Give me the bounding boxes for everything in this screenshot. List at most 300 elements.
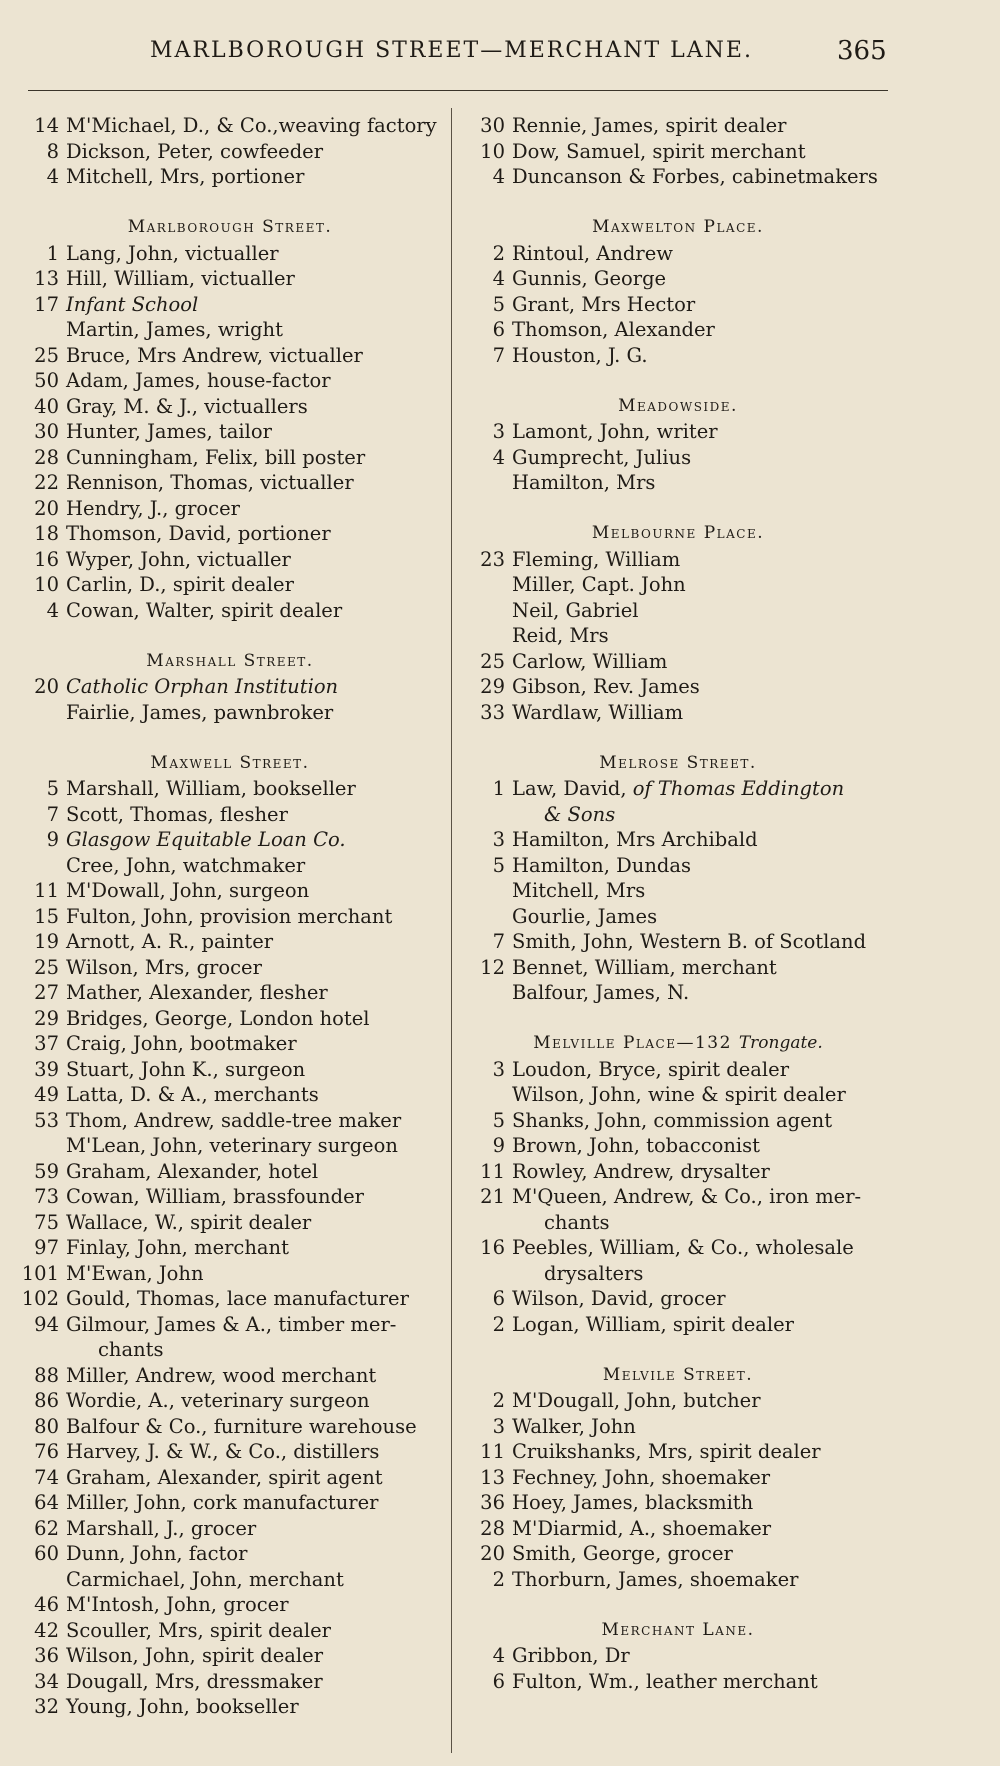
entry-text bbox=[512, 1286, 726, 1312]
house-number: 37 bbox=[34, 1032, 59, 1055]
directory-entry bbox=[462, 1567, 894, 1593]
entry-name: Wyper, John, victualler bbox=[66, 547, 291, 571]
house-number: 8 bbox=[46, 139, 59, 163]
directory-entry bbox=[462, 1439, 894, 1465]
entry-text bbox=[512, 827, 758, 853]
entry-name: Balfour, James, N. bbox=[512, 981, 690, 1004]
entry-text bbox=[512, 1490, 753, 1516]
house-number: 28 bbox=[34, 445, 59, 469]
street-heading bbox=[462, 521, 894, 547]
entry-text bbox=[512, 1312, 794, 1338]
entry-text bbox=[66, 1465, 383, 1491]
house-number: 27 bbox=[34, 981, 59, 1004]
directory-entry bbox=[462, 929, 894, 955]
house-number: 6 bbox=[492, 318, 505, 341]
directory-entry bbox=[16, 1261, 444, 1287]
entry-text bbox=[66, 1643, 323, 1669]
entry-name: Stuart, John K., surgeon bbox=[66, 1057, 306, 1081]
entry-text bbox=[66, 1261, 204, 1287]
house-number: 5 bbox=[492, 1108, 505, 1132]
entry-text bbox=[66, 1082, 319, 1108]
directory-entry bbox=[16, 1235, 444, 1261]
entry-text bbox=[512, 980, 689, 1006]
directory-entry bbox=[462, 266, 894, 292]
house-number: 64 bbox=[34, 1491, 59, 1514]
directory-entry bbox=[462, 980, 894, 1006]
entry-name: Bruce, Mrs Andrew, victualler bbox=[66, 343, 363, 367]
directory-entry bbox=[16, 1184, 444, 1210]
entry-name: Houston, J. G. bbox=[512, 343, 648, 367]
entry-name: Young, John, bookseller bbox=[66, 1695, 299, 1718]
entry-name: Hill, William, victualler bbox=[66, 267, 295, 290]
directory-entry bbox=[16, 317, 444, 343]
entry-name: Infant School bbox=[66, 292, 199, 316]
house-number: 22 bbox=[34, 471, 59, 494]
directory-entry bbox=[462, 853, 894, 879]
entry-name: Finlay, John, merchant bbox=[66, 1236, 289, 1259]
directory-entry bbox=[16, 1694, 444, 1720]
right-column bbox=[462, 113, 894, 1694]
house-number: 36 bbox=[480, 1491, 505, 1514]
house-number: 5 bbox=[46, 777, 59, 800]
entry-text bbox=[66, 1031, 297, 1057]
directory-entry bbox=[16, 470, 444, 496]
entry-name: M'Lean, John, veterinary surgeon bbox=[66, 1134, 398, 1157]
entry-text bbox=[66, 1567, 344, 1593]
entry-text bbox=[512, 164, 878, 190]
house-number: 3 bbox=[492, 1057, 505, 1081]
entry-name: Mitchell, Mrs, portioner bbox=[66, 165, 305, 188]
entry-text bbox=[544, 802, 615, 828]
entry-text bbox=[66, 292, 198, 318]
entry-name: Carlin, D., spirit dealer bbox=[66, 573, 294, 596]
directory-entry bbox=[462, 700, 894, 726]
entry-name: Thom, Andrew, saddle-tree maker bbox=[66, 1108, 402, 1132]
directory-entry bbox=[462, 623, 894, 649]
directory-entry bbox=[16, 1439, 444, 1465]
entry-name: & Sons bbox=[544, 802, 616, 826]
entry-name: Latta, D. & A., merchants bbox=[66, 1083, 319, 1106]
entry-text bbox=[66, 470, 354, 496]
house-number: 2 bbox=[492, 1312, 505, 1336]
house-number: 4 bbox=[492, 1644, 505, 1667]
house-number: 5 bbox=[492, 853, 505, 877]
entry-name: Hamilton, Mrs Archibald bbox=[512, 828, 758, 851]
street-heading-text: Meadowside. bbox=[618, 395, 738, 416]
house-number: 9 bbox=[492, 1134, 505, 1157]
entry-name: Wardlaw, William bbox=[512, 700, 684, 724]
directory-entry bbox=[462, 547, 894, 573]
entry-text bbox=[512, 1643, 630, 1669]
street-heading-location: Trongate. bbox=[738, 1033, 823, 1053]
entry-text bbox=[66, 1006, 370, 1032]
directory-entry bbox=[462, 1465, 894, 1491]
entry-text bbox=[512, 1184, 861, 1210]
entry-text bbox=[66, 1669, 323, 1695]
house-number: 80 bbox=[34, 1414, 59, 1438]
entry-text bbox=[66, 572, 294, 598]
entry-text bbox=[66, 1235, 289, 1261]
street-heading bbox=[462, 751, 894, 777]
directory-entry bbox=[16, 1006, 444, 1032]
directory-entry bbox=[16, 776, 444, 802]
directory-entry bbox=[16, 496, 444, 522]
entry-text bbox=[512, 904, 657, 930]
street-heading bbox=[462, 215, 894, 241]
house-number: 20 bbox=[480, 1542, 505, 1565]
page-number: 365 bbox=[837, 36, 887, 66]
directory-entry bbox=[16, 113, 444, 139]
directory-entry bbox=[16, 343, 444, 369]
street-heading-text: Melbourne Place. bbox=[591, 523, 765, 543]
entry-name: Hendry, J., grocer bbox=[66, 496, 240, 520]
entry-continuation bbox=[462, 802, 894, 828]
house-number: 23 bbox=[480, 547, 505, 571]
directory-entry bbox=[462, 955, 894, 981]
entry-text bbox=[66, 164, 304, 190]
directory-entry bbox=[462, 1184, 894, 1210]
directory-entry bbox=[462, 445, 894, 471]
entry-name: Duncanson & Forbes, cabinetmakers bbox=[512, 165, 878, 188]
directory-entry bbox=[16, 521, 444, 547]
entry-name: Cowan, William, brassfounder bbox=[66, 1185, 364, 1208]
directory-entry bbox=[462, 649, 894, 675]
entry-text bbox=[512, 343, 648, 369]
entry-text bbox=[66, 1312, 396, 1338]
directory-entry bbox=[462, 317, 894, 343]
street-heading bbox=[462, 1618, 894, 1644]
entry-name: M'Ewan, John bbox=[66, 1261, 204, 1285]
house-number: 14 bbox=[34, 114, 59, 137]
entry-name: Scott, Thomas, flesher bbox=[66, 802, 288, 826]
directory-entry bbox=[462, 419, 894, 445]
entry-name: Martin, James, wright bbox=[66, 318, 283, 341]
entry-text bbox=[66, 1439, 379, 1465]
street-heading-text: Melrose Street. bbox=[599, 752, 757, 773]
entry-name: Dow, Samuel, spirit merchant bbox=[512, 139, 806, 163]
entry-name: M'Diarmid, A., shoemaker bbox=[512, 1516, 772, 1540]
directory-entry bbox=[16, 1210, 444, 1236]
directory-entry bbox=[16, 1057, 444, 1083]
directory-entry bbox=[462, 1414, 894, 1440]
house-number: 29 bbox=[480, 675, 505, 698]
entry-text bbox=[66, 1541, 247, 1567]
entry-text bbox=[66, 1133, 398, 1159]
street-heading-text: Marlborough Street. bbox=[127, 217, 333, 237]
directory-entry bbox=[16, 700, 444, 726]
entry-text bbox=[66, 113, 437, 139]
directory-entry bbox=[16, 1516, 444, 1542]
entry-text bbox=[512, 419, 718, 445]
entry-name: Hamilton, Dundas bbox=[512, 853, 691, 877]
directory-entry bbox=[16, 827, 444, 853]
entry-text bbox=[98, 1337, 164, 1363]
entry-name: Craig, John, bootmaker bbox=[66, 1032, 297, 1055]
entry-name: Dougall, Mrs, dressmaker bbox=[66, 1669, 323, 1693]
entry-text bbox=[66, 980, 328, 1006]
entry-name: Hunter, James, tailor bbox=[66, 420, 272, 443]
entry-name: Neil, Gabriel bbox=[512, 598, 639, 622]
entry-name: Cowan, Walter, spirit dealer bbox=[66, 598, 343, 622]
entry-text bbox=[66, 802, 288, 828]
directory-entry bbox=[16, 878, 444, 904]
directory-entry bbox=[462, 164, 894, 190]
house-number: 7 bbox=[492, 930, 505, 953]
entry-name: Rowley, Andrew, drysalter bbox=[512, 1159, 770, 1183]
directory-entry bbox=[16, 266, 444, 292]
house-number: 40 bbox=[34, 394, 59, 418]
house-number: 4 bbox=[46, 598, 59, 622]
house-number: 16 bbox=[480, 1236, 505, 1259]
entry-name: Bridges, George, London hotel bbox=[66, 1006, 370, 1030]
entry-name: Carlow, William bbox=[512, 649, 668, 673]
entry-name: Logan, William, spirit dealer bbox=[512, 1312, 794, 1336]
entry-name: Loudon, Bryce, spirit dealer bbox=[512, 1057, 790, 1081]
entry-text bbox=[66, 419, 272, 445]
entry-text bbox=[66, 1108, 401, 1134]
entry-text bbox=[512, 623, 609, 649]
entry-text bbox=[66, 1592, 289, 1618]
entry-name: Gunnis, George bbox=[512, 267, 667, 290]
street-heading-text: Marshall Street. bbox=[146, 650, 314, 671]
house-number: 19 bbox=[34, 930, 59, 953]
directory-entry bbox=[462, 1312, 894, 1338]
entry-text bbox=[66, 394, 308, 420]
running-title: MARLBOROUGH STREET—MERCHANT LANE. bbox=[150, 38, 753, 63]
entry-name: Cree, John, watchmaker bbox=[66, 853, 306, 877]
entry-text bbox=[66, 1286, 409, 1312]
entry-name: Wallace, W., spirit dealer bbox=[66, 1210, 312, 1234]
entry-name: Shanks, John, commission agent bbox=[512, 1108, 833, 1132]
house-number: 50 bbox=[34, 369, 59, 392]
directory-entry bbox=[16, 929, 444, 955]
entry-name: Peebles, William, & Co., wholesale bbox=[512, 1236, 854, 1259]
entry-name: M'Dougall, John, butcher bbox=[512, 1389, 761, 1412]
entry-name: Fairlie, James, pawnbroker bbox=[66, 700, 334, 724]
directory-entry bbox=[16, 445, 444, 471]
directory-entry bbox=[16, 419, 444, 445]
entry-name: M'Queen, Andrew, & Co., iron mer- bbox=[512, 1185, 862, 1208]
entry-name: Dickson, Peter, cowfeeder bbox=[66, 139, 324, 163]
entry-name: M'Dowall, John, surgeon bbox=[66, 879, 310, 902]
entry-name: Graham, Alexander, spirit agent bbox=[66, 1465, 383, 1489]
directory-entry bbox=[16, 1643, 444, 1669]
directory-entry bbox=[462, 827, 894, 853]
entry-name: Marshall, William, bookseller bbox=[66, 777, 356, 800]
house-number: 59 bbox=[34, 1159, 59, 1183]
directory-entry bbox=[16, 1082, 444, 1108]
house-number: 32 bbox=[34, 1695, 59, 1718]
house-number: 42 bbox=[34, 1618, 59, 1642]
house-number: 2 bbox=[492, 1389, 505, 1412]
house-number: 16 bbox=[34, 547, 59, 571]
directory-entry bbox=[16, 547, 444, 573]
house-number: 62 bbox=[34, 1516, 59, 1540]
house-number: 76 bbox=[34, 1440, 59, 1463]
entry-name: Cruikshanks, Mrs, spirit dealer bbox=[512, 1440, 821, 1463]
directory-entry bbox=[16, 1108, 444, 1134]
house-number: 28 bbox=[480, 1516, 505, 1540]
entry-name: Dunn, John, factor bbox=[66, 1542, 248, 1565]
house-number: 34 bbox=[34, 1669, 59, 1693]
entry-name: chants bbox=[544, 1210, 610, 1234]
street-heading bbox=[462, 1363, 894, 1389]
entry-name: Carmichael, John, merchant bbox=[66, 1567, 344, 1591]
house-number: 30 bbox=[34, 420, 59, 443]
entry-name: Arnott, A. R., painter bbox=[66, 930, 274, 953]
directory-entry bbox=[16, 674, 444, 700]
entry-name: Grant, Mrs Hector bbox=[512, 292, 696, 316]
entry-text bbox=[544, 1210, 610, 1236]
house-number: 4 bbox=[492, 445, 505, 469]
directory-entry bbox=[16, 980, 444, 1006]
left-column bbox=[16, 113, 444, 1720]
directory-entry bbox=[462, 1057, 894, 1083]
entry-name: Miller, Andrew, wood merchant bbox=[66, 1363, 377, 1387]
entry-name: Lang, John, victualler bbox=[66, 241, 279, 265]
entry-name: Lamont, John, writer bbox=[512, 420, 718, 443]
entry-text bbox=[512, 1108, 832, 1134]
entry-text bbox=[512, 1057, 789, 1083]
house-number: 60 bbox=[34, 1542, 59, 1565]
directory-entry bbox=[16, 1133, 444, 1159]
house-number: 3 bbox=[492, 828, 505, 851]
street-heading bbox=[462, 1031, 894, 1057]
directory-entry bbox=[16, 1618, 444, 1644]
entry-name: Mather, Alexander, flesher bbox=[66, 981, 328, 1004]
house-number: 7 bbox=[46, 802, 59, 826]
directory-entry bbox=[462, 1541, 894, 1567]
entry-name: Harvey, J. & W., & Co., distillers bbox=[66, 1440, 380, 1463]
entry-name: Wordie, A., veterinary surgeon bbox=[66, 1389, 370, 1412]
entry-name: drysalters bbox=[544, 1261, 644, 1285]
house-number: 4 bbox=[492, 267, 505, 290]
entry-name: Wilson, John, wine & spirit dealer bbox=[512, 1083, 846, 1106]
entry-text bbox=[512, 853, 691, 879]
entry-text bbox=[512, 1388, 761, 1414]
street-heading-text: Melvile Street. bbox=[602, 1364, 754, 1385]
entry-text bbox=[66, 929, 273, 955]
entry-text bbox=[66, 343, 363, 369]
entry-name: Marshall, J., grocer bbox=[66, 1516, 257, 1540]
directory-entry bbox=[462, 598, 894, 624]
directory-entry bbox=[16, 1312, 444, 1338]
entry-name: Thomson, David, portioner bbox=[66, 522, 331, 545]
entry-text bbox=[512, 547, 680, 573]
entry-text bbox=[66, 1210, 311, 1236]
entry-name: Gibson, Rev. James bbox=[512, 675, 700, 698]
entry-text bbox=[66, 139, 323, 165]
house-number: 25 bbox=[34, 955, 59, 979]
entry-text bbox=[512, 1133, 760, 1159]
directory-entry bbox=[462, 1159, 894, 1185]
column-divider bbox=[451, 108, 452, 1753]
directory-entry bbox=[16, 292, 444, 318]
house-number: 102 bbox=[21, 1287, 59, 1310]
entry-text bbox=[66, 904, 392, 930]
entry-text bbox=[66, 853, 305, 879]
house-number: 20 bbox=[34, 675, 59, 698]
street-heading bbox=[462, 394, 894, 420]
house-number: 11 bbox=[34, 879, 59, 902]
entry-detail: of Thomas Eddington bbox=[632, 777, 845, 800]
entry-name: Wilson, David, grocer bbox=[512, 1287, 726, 1310]
house-number: 7 bbox=[492, 343, 505, 367]
entry-text bbox=[512, 292, 695, 318]
house-number: 1 bbox=[492, 777, 505, 800]
entry-name: Balfour & Co., furniture warehouse bbox=[66, 1414, 417, 1438]
entry-name: Gould, Thomas, lace manufacturer bbox=[66, 1287, 409, 1310]
entry-text bbox=[512, 1082, 846, 1108]
directory-entry bbox=[16, 1541, 444, 1567]
house-number: 33 bbox=[480, 700, 505, 724]
directory-entry bbox=[462, 572, 894, 598]
entry-text bbox=[512, 445, 691, 471]
entry-text bbox=[512, 1669, 818, 1695]
entry-name: Smith, George, grocer bbox=[512, 1542, 733, 1565]
directory-entry bbox=[16, 802, 444, 828]
directory-entry bbox=[462, 1643, 894, 1669]
entry-name: Reid, Mrs bbox=[512, 624, 609, 647]
entry-name: Fleming, William bbox=[512, 547, 681, 571]
entry-name: Cunningham, Felix, bill poster bbox=[66, 445, 366, 469]
entry-text bbox=[66, 674, 338, 700]
directory-entry bbox=[16, 164, 444, 190]
entry-name: Gumprecht, Julius bbox=[512, 445, 692, 469]
entry-text bbox=[512, 572, 686, 598]
entry-name: Walker, John bbox=[512, 1414, 636, 1438]
entry-text bbox=[512, 1414, 636, 1440]
house-number: 21 bbox=[480, 1185, 505, 1208]
house-number: 3 bbox=[492, 1414, 505, 1438]
directory-entry bbox=[16, 368, 444, 394]
street-heading bbox=[16, 649, 444, 675]
entry-text bbox=[512, 955, 777, 981]
house-number: 11 bbox=[480, 1440, 505, 1463]
entry-name: Wilson, John, spirit dealer bbox=[66, 1644, 324, 1667]
entry-name: Wilson, Mrs, grocer bbox=[66, 955, 262, 979]
house-number: 49 bbox=[34, 1083, 59, 1106]
entry-text bbox=[66, 1490, 378, 1516]
entry-text bbox=[66, 317, 283, 343]
entry-name: Hamilton, Mrs bbox=[512, 471, 656, 494]
entry-text bbox=[66, 827, 346, 853]
entry-name: Brown, John, tobacconist bbox=[512, 1134, 761, 1157]
directory-entry bbox=[16, 1669, 444, 1695]
entry-text bbox=[512, 1235, 854, 1261]
directory-entry bbox=[16, 139, 444, 165]
entry-text bbox=[66, 878, 309, 904]
entry-name: Gourlie, James bbox=[512, 904, 658, 928]
house-number: 73 bbox=[34, 1185, 59, 1208]
entry-text bbox=[544, 1261, 643, 1287]
entry-name: Rennison, Thomas, victualler bbox=[66, 471, 354, 494]
directory-entry bbox=[462, 904, 894, 930]
directory-entry bbox=[462, 470, 894, 496]
entry-text bbox=[66, 521, 331, 547]
house-number: 75 bbox=[34, 1210, 59, 1234]
directory-entry bbox=[16, 1490, 444, 1516]
entry-name: Adam, James, house-factor bbox=[66, 369, 331, 392]
directory-entry bbox=[462, 1516, 894, 1542]
directory-entry bbox=[16, 1031, 444, 1057]
entry-continuation bbox=[462, 1210, 894, 1236]
directory-entry bbox=[462, 1108, 894, 1134]
directory-entry bbox=[462, 139, 894, 165]
entry-text bbox=[66, 496, 240, 522]
entry-text bbox=[512, 266, 666, 292]
street-heading-text: Merchant Lane. bbox=[601, 1619, 755, 1640]
